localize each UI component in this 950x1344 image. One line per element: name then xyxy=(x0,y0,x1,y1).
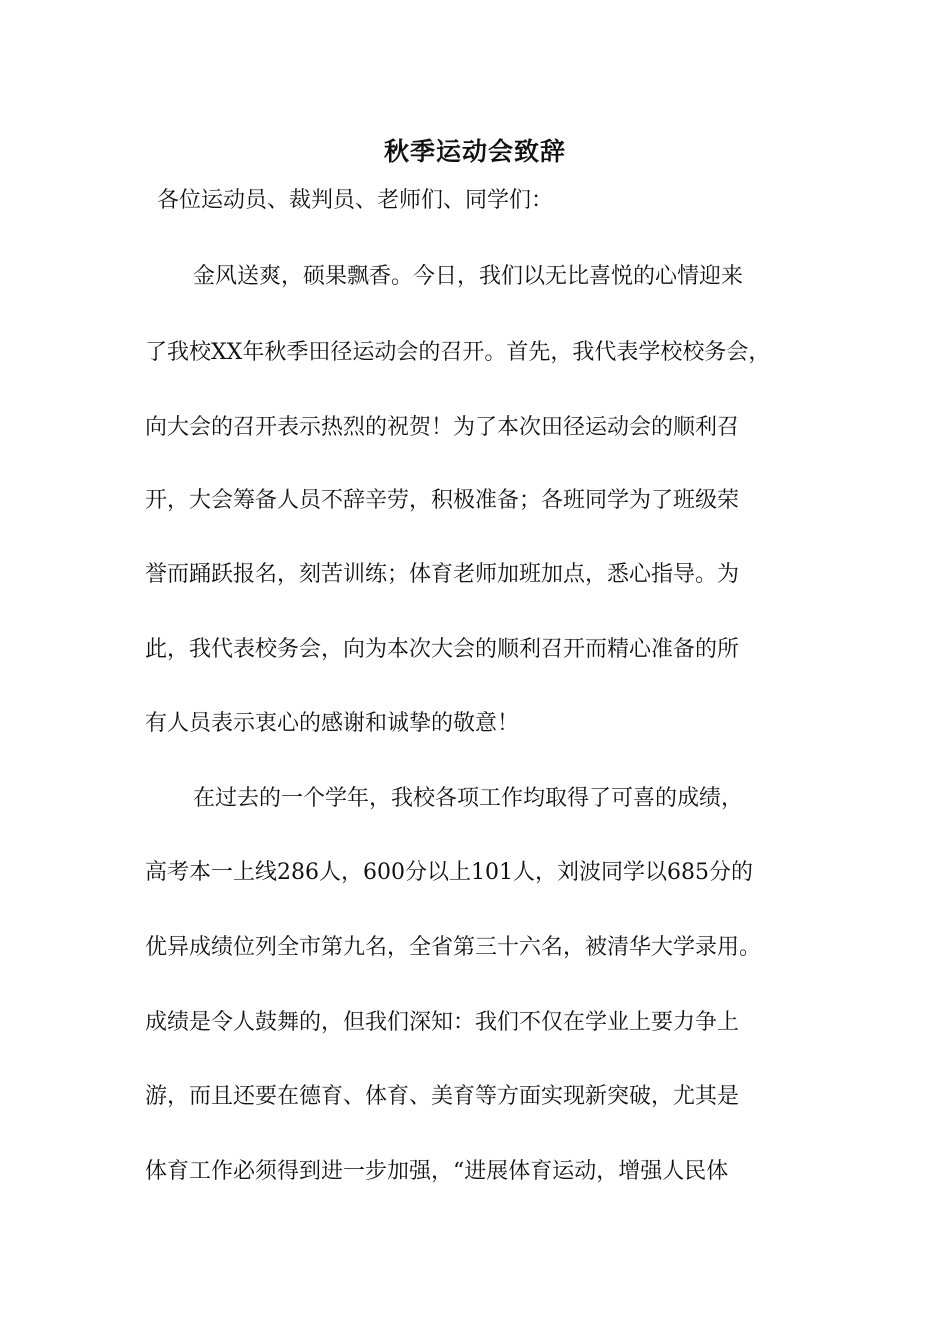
document-title: 秋季运动会致辞 xyxy=(383,137,566,166)
paragraph-line: 游，而且还要在德育、体育、美育等方面实现新突破，尤其是 xyxy=(145,1084,740,1109)
paragraph-line: 向大会的召开表示热烈的祝贺！为了本次田径运动会的顺利召 xyxy=(145,415,740,440)
paragraph-line: 高考本一上线286人，600分以上101人，刘波同学以685分的 xyxy=(145,860,753,885)
paragraph-line: 成绩是令人鼓舞的，但我们深知：我们不仅在学业上要力争上 xyxy=(145,1010,740,1035)
paragraph-line: 金风送爽，硕果飘香。今日，我们以无比喜悦的心情迎来 xyxy=(193,264,744,289)
paragraph-line: 开，大会筹备人员不辞辛劳，积极准备；各班同学为了班级荣 xyxy=(145,488,740,513)
paragraph-line: 了我校XX年秋季田径运动会的召开。首先，我代表学校校务会， xyxy=(145,340,771,365)
paragraph-line: 此，我代表校务会，向为本次大会的顺利召开而精心准备的所 xyxy=(145,637,740,662)
paragraph-line: 誉而踊跃报名，刻苦训练；体育老师加班加点，悉心指导。为 xyxy=(145,562,740,587)
paragraph-line: 体育工作必须得到进一步加强，“进展体育运动，增强人民体 xyxy=(145,1159,729,1184)
paragraph-line: 优异成绩位列全市第九名，全省第三十六名，被清华大学录用。 xyxy=(145,935,762,960)
salutation: 各位运动员、裁判员、老师们、同学们： xyxy=(157,188,554,213)
paragraph-line: 在过去的一个学年，我校各项工作均取得了可喜的成绩， xyxy=(193,786,744,811)
paragraph-line: 有人员表示衷心的感谢和诚挚的敬意！ xyxy=(145,711,520,736)
